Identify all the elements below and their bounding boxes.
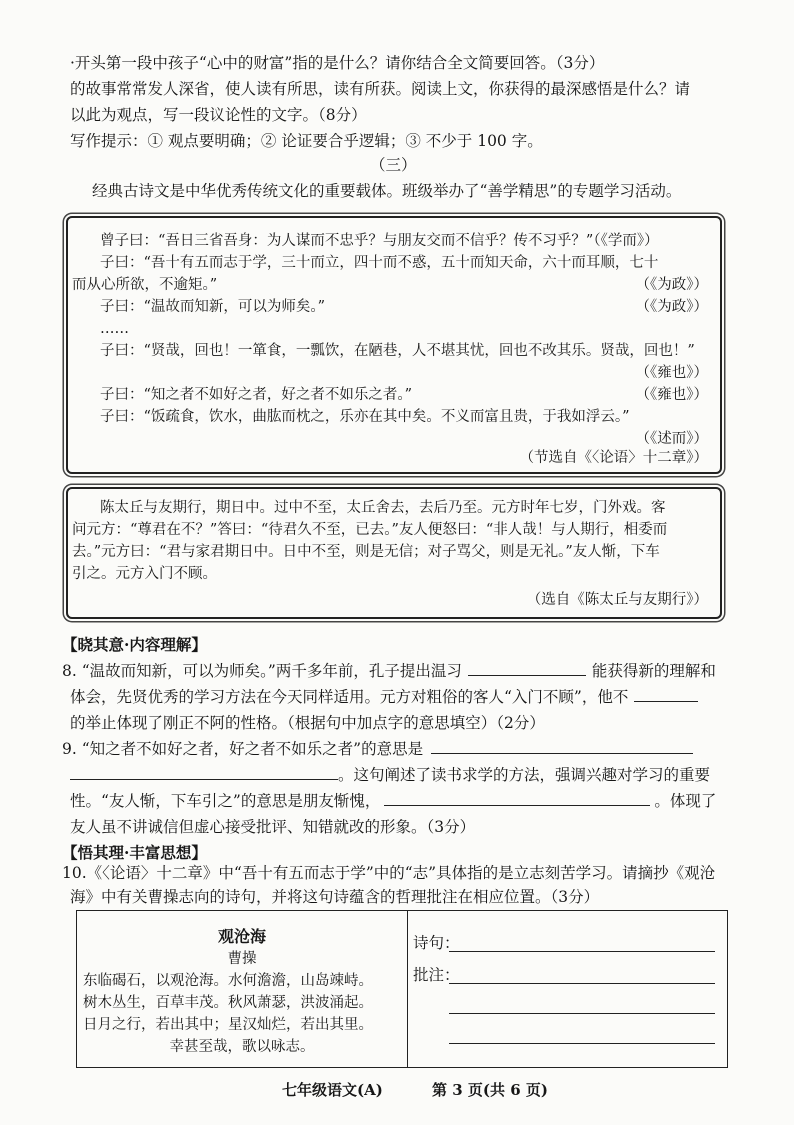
question-9: 。这句阐述了读书求学的方法，强调兴趣对学习的重要 xyxy=(70,764,710,786)
table-divider xyxy=(407,911,408,1067)
note-answer-line[interactable] xyxy=(449,983,715,984)
chen-line: 去。”元方曰：“君与家君期日中。日中不至，则是无信；对子骂父，则是无礼。”友人惭，下车 xyxy=(72,544,660,560)
poem-line: 幸甚至哉，歌以咏志。 xyxy=(169,1039,315,1055)
question-9: 9. “知之者不如好之者，好之者不如乐之者”的意思是 xyxy=(62,738,693,760)
question-text: 的故事常常发人深省，使人读有所思，读有所获。阅读上文，你获得的最深感悟是什么？请 xyxy=(70,80,691,98)
chen-line: 引之。元方入门不顾。 xyxy=(72,566,217,582)
lunyu-line: 子曰：“贤哉，回也！一箪食，一瓢饮，在陋巷，人不堪其忧，回也不改其乐。贤哉，回也！” xyxy=(100,343,695,359)
question-text: 以此为观点，写一段议论性的文字。（8分） xyxy=(70,106,367,124)
answer-blank[interactable] xyxy=(634,686,698,702)
footer-subject: 七年级语文(A) xyxy=(282,1081,383,1099)
lunyu-line: 子曰：“温故而知新，可以为师矣。” xyxy=(100,299,326,315)
poem-line: 东临碣石，以观沧海。水何澹澹，山岛竦峙。 xyxy=(83,973,373,989)
verse-answer-line[interactable] xyxy=(449,951,715,952)
chen-line: 陈太丘与友期行，期日中。过中不至，太丘舍去，去后乃至。元方时年七岁，门外戏。客 xyxy=(100,500,666,516)
question-10: 海》中有关曹操志向的诗句，并将这句诗蕴含的哲理批注在相应位置。（3分） xyxy=(70,888,600,906)
lunyu-selection-source: （节选自《〈论语〉十二章》） xyxy=(519,450,708,466)
poem-line: 日月之行，若出其中；星汉灿烂，若出其里。 xyxy=(83,1017,373,1033)
lunyu-line: 子曰：“吾十有五而志于学，三十而立，四十而不惑，五十而知天命，六十而耳顺，七十 xyxy=(100,255,659,271)
section-intro: 经典古诗文是中华优秀传统文化的重要载体。班级举办了“善学精思”的专题学习活动。 xyxy=(92,182,682,200)
chen-selection-source: （选自《陈太丘与友期行》） xyxy=(526,592,708,608)
verse-label: 诗句： xyxy=(413,934,460,952)
answer-blank[interactable] xyxy=(431,738,693,754)
question-10: 10.《〈论语〉十二章》中“吾十有五而志于学”中的“志”具体指的是立志刻苦学习。请摘抄《观沧 xyxy=(62,864,716,882)
lunyu-line: 子曰：“知之者不如好之者，好之者不如乐之者。” xyxy=(100,387,413,403)
question-text: ·开头第一段中孩子“心中的财富”指的是什么？请你结合全文简要回答。（3分） xyxy=(70,54,605,72)
note-label: 批注： xyxy=(413,966,460,984)
answer-blank[interactable] xyxy=(468,660,586,676)
lunyu-line: 子曰：“饭疏食，饮水，曲肱而枕之，乐亦在其中矣。不义而富且贵，于我如浮云。” xyxy=(100,409,630,425)
lunyu-source: （《为政》） xyxy=(635,299,708,315)
part-label: 【晓其意·内容理解】 xyxy=(62,635,207,654)
question-8: 8. “温故而知新，可以为师矣。”两千多年前，孔子提出温习 能获得新的理解和 xyxy=(62,662,716,680)
ellipsis: …… xyxy=(100,321,129,337)
question-9: 性。“友人惭，下车引之”的意思是朋友惭愧， 。体现了 xyxy=(70,792,717,810)
part-label: 【悟其理·丰富思想】 xyxy=(62,843,207,862)
question-8: 的举止体现了刚正不阿的性格。（根据句中加点字的意思填空）（2分） xyxy=(70,714,545,732)
answer-blank[interactable] xyxy=(384,790,650,806)
poem-title: 观沧海 xyxy=(217,927,266,946)
note-answer-line[interactable] xyxy=(449,1013,715,1014)
poem-answer-table xyxy=(76,910,728,1068)
lunyu-source: （《述而》） xyxy=(635,431,708,447)
question-8: 体会，先贤优秀的学习方法在今天同样适用。元方对粗俗的客人“入门不顾”，他不 xyxy=(70,686,698,708)
section-heading: （三） xyxy=(370,156,417,174)
footer-page-number: 第 3 页(共 6 页) xyxy=(432,1081,548,1099)
lunyu-line: 而从心所欲，不逾矩。” xyxy=(72,277,218,293)
poem-author: 曹操 xyxy=(227,951,257,967)
poem-line: 树木丛生，百草丰茂。秋风萧瑟，洪波涌起。 xyxy=(83,995,373,1011)
chen-line: 问元方：“尊君在不？”答曰：“待君久不至，已去。”友人便怒曰：“非人哉！与人期行，相委而 xyxy=(72,522,668,538)
lunyu-source: （《雍也》） xyxy=(635,365,708,381)
lunyu-line: 曾子曰：“吾日三省吾身：为人谋而不忠乎？与朋友交而不信乎？传不习乎？”（《学而》） xyxy=(100,233,659,249)
writing-hint: 写作提示：① 观点要明确；② 论证要合乎逻辑；③ 不少于 100 字。 xyxy=(70,132,543,150)
lunyu-source: （《雍也》） xyxy=(635,387,708,403)
question-9: 友人虽不讲诚信但虚心接受批评、知错就改的形象。（3分） xyxy=(70,818,476,836)
lunyu-source: （《为政》） xyxy=(635,277,708,293)
answer-blank[interactable] xyxy=(70,764,338,780)
note-answer-line[interactable] xyxy=(449,1043,715,1044)
